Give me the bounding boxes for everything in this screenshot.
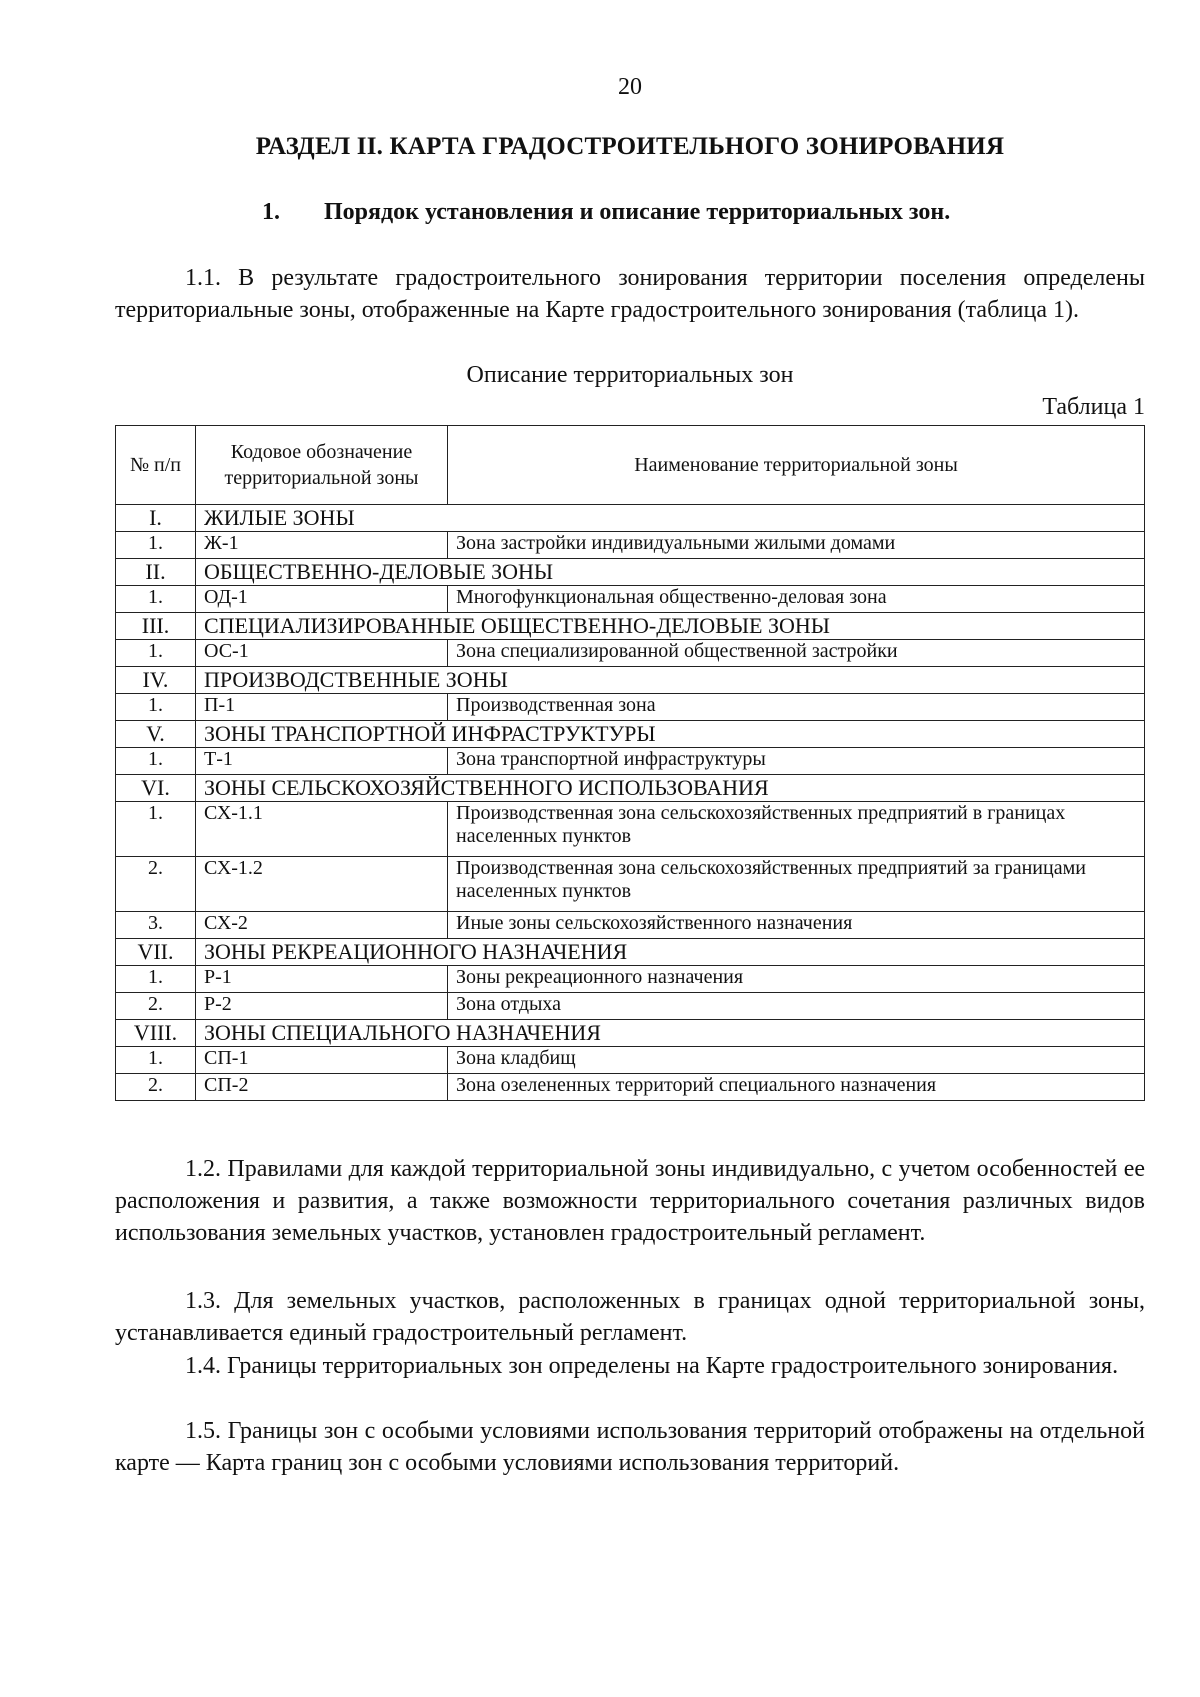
row-name: Зона застройки индивидуальными жилыми домами	[448, 532, 1145, 559]
table-group-row	[116, 613, 1145, 640]
paragraph-1-3: 1.3. Для земельных участков, расположенных в границах одной территориальной зоны, устанавливается единый градостроительный регламент.	[115, 1288, 1145, 1346]
table-group-row	[116, 559, 1145, 586]
table-group-row	[116, 667, 1145, 694]
table-row	[116, 532, 1145, 559]
row-name: Зона транспортной инфраструктуры	[448, 748, 1145, 775]
row-name: Зона озелененных территорий специального назначения	[448, 1074, 1145, 1101]
row-code: Ж-1	[196, 532, 448, 559]
group-title: ОБЩЕСТВЕННО-ДЕЛОВЫЕ ЗОНЫ	[196, 559, 1145, 586]
page-number: 20	[618, 74, 642, 100]
table-caption: Описание территориальных зон	[466, 362, 794, 388]
zones-table	[115, 425, 1145, 1101]
row-code: СХ-2	[196, 912, 448, 939]
group-title: ПРОИЗВОДСТВЕННЫЕ ЗОНЫ	[196, 667, 1145, 694]
row-name: Зона кладбищ	[448, 1047, 1145, 1074]
table-row	[116, 857, 1145, 912]
row-num: 1.	[116, 586, 196, 613]
table-group-row	[116, 721, 1145, 748]
row-code: СХ-1.1	[196, 802, 448, 857]
table-row	[116, 694, 1145, 721]
table-row	[116, 640, 1145, 667]
subsection-title: Порядок установления и описание территориальных зон.	[324, 199, 951, 225]
group-title: ЗОНЫ РЕКРЕАЦИОННОГО НАЗНАЧЕНИЯ	[196, 939, 1145, 966]
row-num: 1.	[116, 748, 196, 775]
group-title: ЗОНЫ ТРАНСПОРТНОЙ ИНФРАСТРУКТУРЫ	[196, 721, 1145, 748]
paragraph-1-5: 1.5. Границы зон с особыми условиями использования территорий отображены на отдельной карте — Карта границ зон с особыми условиями использования территорий.	[115, 1418, 1145, 1476]
table-row	[116, 912, 1145, 939]
row-code: Р-2	[196, 993, 448, 1020]
row-num: 2.	[116, 857, 196, 912]
header-num: № п/п	[116, 426, 196, 505]
table-group-row	[116, 1020, 1145, 1047]
row-code: СП-1	[196, 1047, 448, 1074]
header-code: Кодовое обозначение территориальной зоны	[196, 426, 448, 505]
group-num: VII.	[116, 939, 196, 966]
row-code: СП-2	[196, 1074, 448, 1101]
group-title: ЖИЛЫЕ ЗОНЫ	[196, 505, 1145, 532]
group-num: V.	[116, 721, 196, 748]
header-name: Наименование территориальной зоны	[448, 426, 1145, 505]
paragraph-1-2: 1.2. Правилами для каждой территориальной зоны индивидуально, с учетом особенностей ее расположения и развития, а также возможности территориального сочетания различных видов использования земельных участков, установлен градостроительный регламент.	[115, 1156, 1145, 1246]
group-num: VI.	[116, 775, 196, 802]
subsection-number: 1.	[262, 199, 280, 225]
row-code: Р-1	[196, 966, 448, 993]
table-row	[116, 1047, 1145, 1074]
row-num: 1.	[116, 966, 196, 993]
table-group-row	[116, 775, 1145, 802]
table-row	[116, 1074, 1145, 1101]
table-row	[116, 586, 1145, 613]
group-num: VIII.	[116, 1020, 196, 1047]
table-header-row	[116, 426, 1145, 505]
table-row	[116, 966, 1145, 993]
row-code: ОД-1	[196, 586, 448, 613]
row-num: 3.	[116, 912, 196, 939]
row-code: П-1	[196, 694, 448, 721]
row-num: 2.	[116, 1074, 196, 1101]
table-group-row	[116, 939, 1145, 966]
group-num: I.	[116, 505, 196, 532]
group-title: ЗОНЫ СПЕЦИАЛЬНОГО НАЗНАЧЕНИЯ	[196, 1020, 1145, 1047]
row-name: Иные зоны сельскохозяйственного назначения	[448, 912, 1145, 939]
paragraph-1-4: 1.4. Границы территориальных зон определены на Карте градостроительного зонирования.	[185, 1353, 1119, 1379]
row-num: 2.	[116, 993, 196, 1020]
row-code: Т-1	[196, 748, 448, 775]
row-num: 1.	[116, 532, 196, 559]
row-num: 1.	[116, 694, 196, 721]
row-num: 1.	[116, 802, 196, 857]
row-code: СХ-1.2	[196, 857, 448, 912]
group-title: ЗОНЫ СЕЛЬСКОХОЗЯЙСТВЕННОГО ИСПОЛЬЗОВАНИЯ	[196, 775, 1145, 802]
row-num: 1.	[116, 640, 196, 667]
group-num: III.	[116, 613, 196, 640]
row-name: Зона специализированной общественной застройки	[448, 640, 1145, 667]
table-row	[116, 993, 1145, 1020]
row-name: Зоны рекреационного назначения	[448, 966, 1145, 993]
paragraph-1-1: 1.1. В результате градостроительного зонирования территории поселения определены территориальные зоны, отображенные на Карте градостроительного зонирования (таблица 1).	[115, 265, 1145, 323]
section-title: РАЗДЕЛ II. КАРТА ГРАДОСТРОИТЕЛЬНОГО ЗОНИРОВАНИЯ	[255, 133, 1005, 160]
row-name: Производственная зона сельскохозяйственных предприятий в границах населенных пунктов	[448, 802, 1145, 857]
subsection-heading	[262, 199, 1162, 226]
group-title: СПЕЦИАЛИЗИРОВАННЫЕ ОБЩЕСТВЕННО-ДЕЛОВЫЕ ЗОНЫ	[196, 613, 1145, 640]
table-group-row	[116, 505, 1145, 532]
row-code: ОС-1	[196, 640, 448, 667]
group-num: II.	[116, 559, 196, 586]
group-num: IV.	[116, 667, 196, 694]
table-row	[116, 802, 1145, 857]
table-row	[116, 748, 1145, 775]
table-label: Таблица 1	[1042, 394, 1145, 420]
row-name: Производственная зона	[448, 694, 1145, 721]
row-name: Многофункциональная общественно-деловая зона	[448, 586, 1145, 613]
row-num: 1.	[116, 1047, 196, 1074]
row-name: Производственная зона сельскохозяйственных предприятий за границами населенных пунктов	[448, 857, 1145, 912]
row-name: Зона отдыха	[448, 993, 1145, 1020]
